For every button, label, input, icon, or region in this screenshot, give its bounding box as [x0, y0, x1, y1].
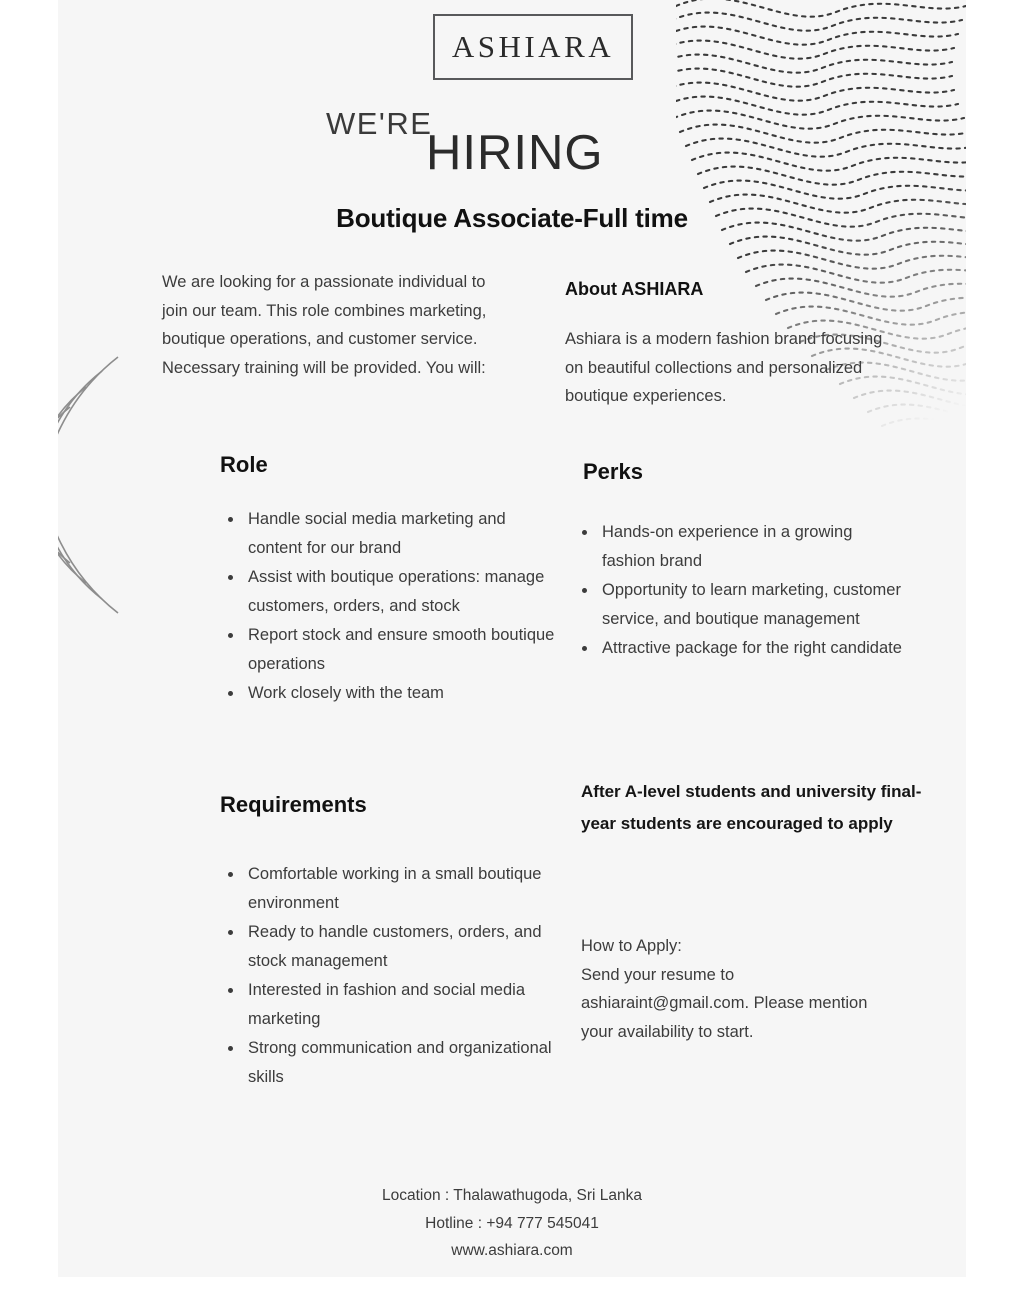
footer-hotline: Hotline : +94 777 545041: [425, 1214, 599, 1232]
list-item: • Interested in fashion and social media marketing: [244, 976, 556, 1033]
list-item: • Comfortable working in a small boutique environment: [244, 860, 556, 917]
hiring-label: HIRING: [426, 126, 604, 180]
concentric-arcs-decoration: [58, 355, 178, 615]
about-heading: About ASHIARA: [565, 279, 704, 299]
footer-location: Location : Thalawathugoda, Sri Lanka: [382, 1187, 642, 1204]
list-item: • Ready to handle customers, orders, and stock management: [244, 918, 556, 975]
list-item: • Strong communication and organizational skills: [244, 1034, 556, 1091]
perks-list: [576, 518, 908, 664]
were-label: WE'RE: [326, 106, 433, 141]
brand-logo-text: ASHIARA: [451, 29, 615, 64]
perks-heading: Perks: [583, 459, 643, 484]
list-item: • Work closely with the team: [244, 679, 556, 708]
job-title: Boutique Associate-Full time: [336, 203, 688, 233]
poster-sheet: [58, 0, 966, 1277]
list-item: • Report stock and ensure smooth boutique operations: [244, 621, 556, 678]
list-item: • Assist with boutique operations: manage customers, orders, and stock: [244, 563, 556, 620]
list-item: • Attractive package for the right candidate: [598, 634, 908, 663]
intro-paragraph: We are looking for a passionate individual to join our team. This role combines marketing, boutique operations, and customer service. Necessary training will be provided. You will:: [162, 273, 487, 377]
how-to-apply-block: [581, 932, 931, 1046]
dotted-wave-decoration: [676, 0, 966, 500]
role-heading: Role: [220, 452, 268, 477]
footer-contact: [58, 1182, 966, 1265]
students-callout: After A-level students and university final-year students are encouraged to apply: [581, 782, 922, 833]
list-item: • Opportunity to learn marketing, customer service, and boutique management: [598, 576, 908, 633]
requirements-heading: Requirements: [220, 792, 367, 817]
how-to-apply-line1: Send your resume to: [581, 965, 735, 984]
requirements-list: [222, 860, 556, 1092]
list-item: • Hands-on experience in a growing fashion brand: [598, 518, 908, 575]
about-paragraph: Ashiara is a modern fashion brand focusing on beautiful collections and personalized boutique experiences.: [565, 330, 883, 406]
how-to-apply-line3: your availability to start.: [581, 1022, 754, 1041]
brand-logo-box: [433, 14, 633, 80]
how-to-apply-line2: ashiaraint@gmail.com. Please mention: [581, 994, 868, 1013]
role-list: [222, 505, 556, 709]
how-to-apply-heading: How to Apply:: [581, 937, 682, 955]
list-item: • Handle social media marketing and content for our brand: [244, 505, 556, 562]
footer-website: www.ashiara.com: [451, 1242, 573, 1260]
